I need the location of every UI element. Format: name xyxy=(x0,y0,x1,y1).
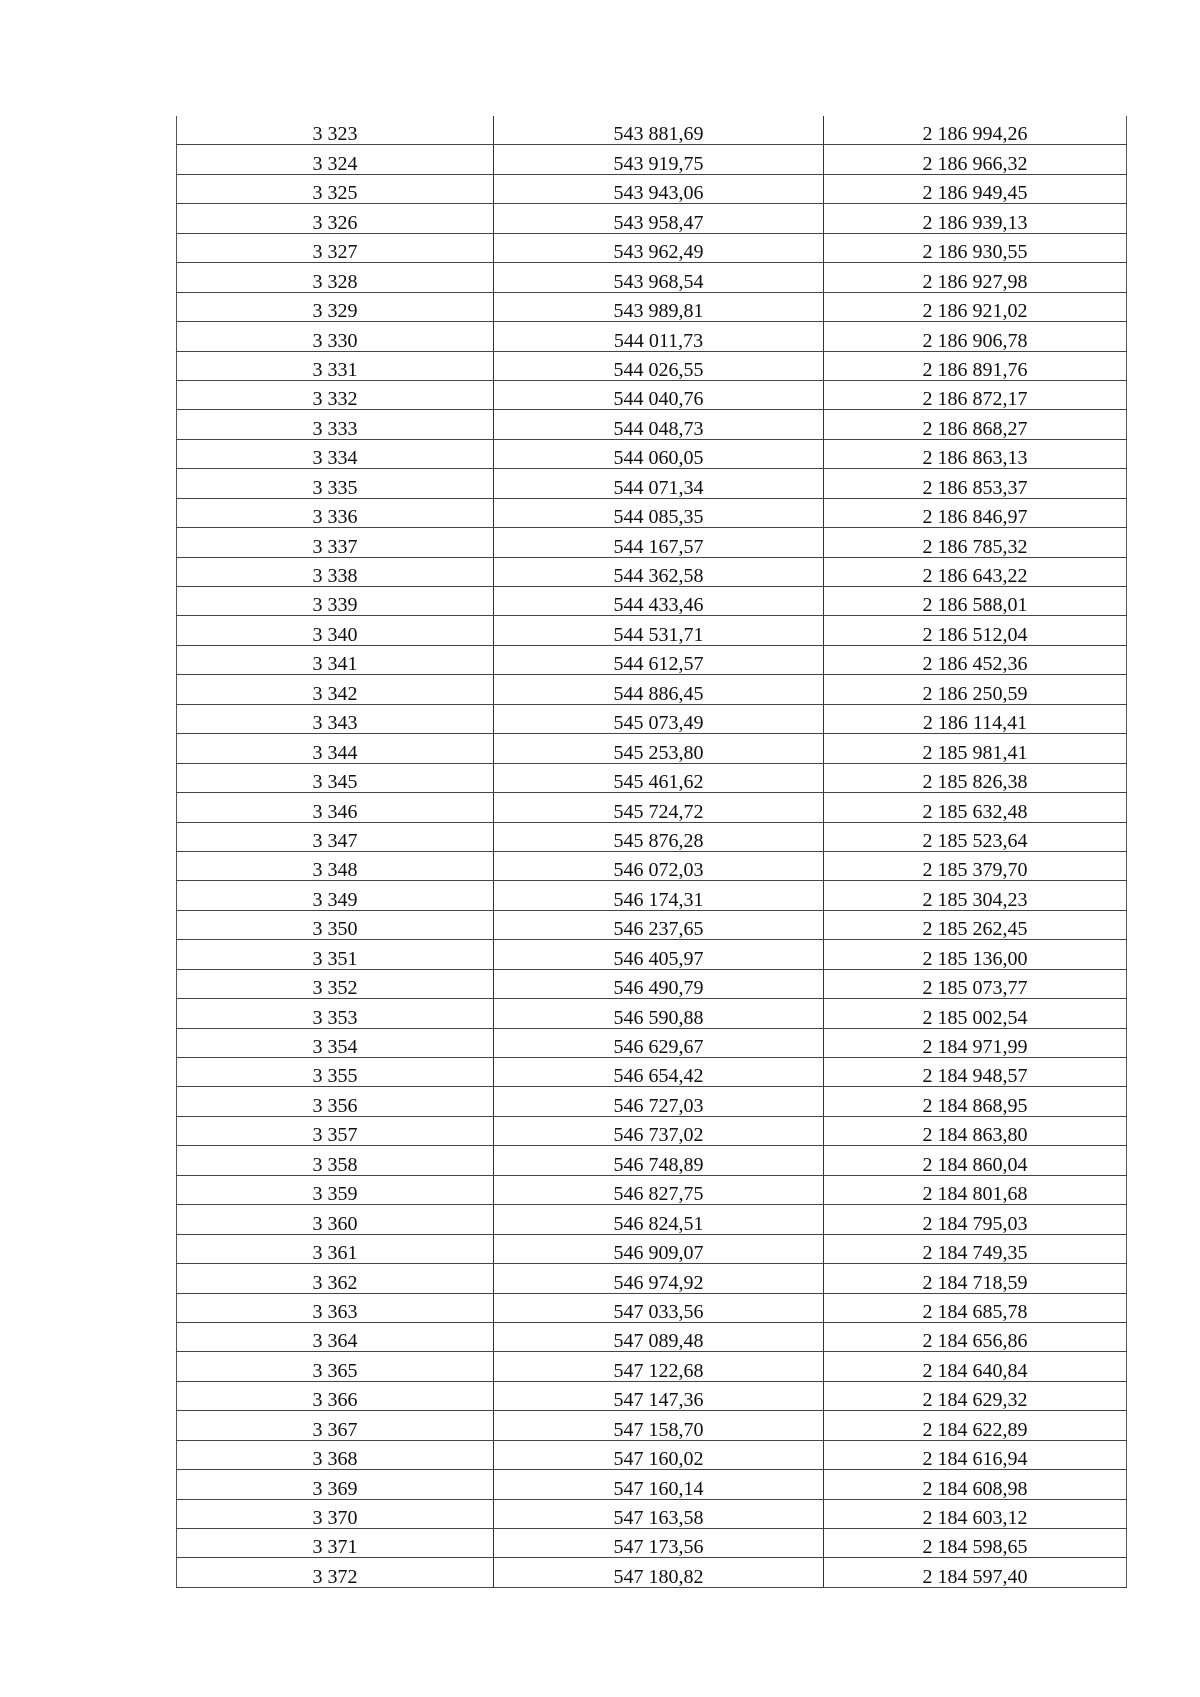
x-coordinate-cell: 543 962,49 xyxy=(494,233,824,262)
x-coordinate-cell: 544 060,05 xyxy=(494,439,824,468)
x-coordinate-cell: 546 748,89 xyxy=(494,1146,824,1175)
x-coordinate-cell: 546 824,51 xyxy=(494,1205,824,1234)
y-coordinate-cell: 2 185 523,64 xyxy=(824,822,1127,851)
point-number-cell: 3 338 xyxy=(177,557,494,586)
y-coordinate-cell: 2 184 640,84 xyxy=(824,1352,1127,1381)
table-row xyxy=(177,528,1127,557)
point-number-cell: 3 368 xyxy=(177,1440,494,1469)
table-row xyxy=(177,322,1127,351)
table-row xyxy=(177,116,1127,145)
table-row xyxy=(177,1558,1127,1587)
point-number-cell: 3 357 xyxy=(177,1116,494,1145)
x-coordinate-cell: 545 073,49 xyxy=(494,704,824,733)
table-row xyxy=(177,616,1127,645)
point-number-cell: 3 327 xyxy=(177,233,494,262)
y-coordinate-cell: 2 184 603,12 xyxy=(824,1499,1127,1528)
table-row xyxy=(177,1028,1127,1057)
x-coordinate-cell: 546 827,75 xyxy=(494,1175,824,1204)
y-coordinate-cell: 2 185 002,54 xyxy=(824,999,1127,1028)
x-coordinate-cell: 547 160,14 xyxy=(494,1470,824,1499)
y-coordinate-cell: 2 186 114,41 xyxy=(824,704,1127,733)
table-row xyxy=(177,881,1127,910)
y-coordinate-cell: 2 186 891,76 xyxy=(824,351,1127,380)
y-coordinate-cell: 2 185 073,77 xyxy=(824,969,1127,998)
x-coordinate-cell: 546 490,79 xyxy=(494,969,824,998)
point-number-cell: 3 361 xyxy=(177,1234,494,1263)
point-number-cell: 3 348 xyxy=(177,851,494,880)
table-row xyxy=(177,675,1127,704)
point-number-cell: 3 372 xyxy=(177,1558,494,1587)
y-coordinate-cell: 2 186 921,02 xyxy=(824,292,1127,321)
x-coordinate-cell: 544 011,73 xyxy=(494,322,824,351)
y-coordinate-cell: 2 186 846,97 xyxy=(824,498,1127,527)
table-row xyxy=(177,763,1127,792)
y-coordinate-cell: 2 185 136,00 xyxy=(824,940,1127,969)
x-coordinate-cell: 543 968,54 xyxy=(494,263,824,292)
table-row xyxy=(177,851,1127,880)
table-row xyxy=(177,557,1127,586)
y-coordinate-cell: 2 186 250,59 xyxy=(824,675,1127,704)
point-number-cell: 3 362 xyxy=(177,1264,494,1293)
x-coordinate-cell: 546 590,88 xyxy=(494,999,824,1028)
table-row xyxy=(177,793,1127,822)
x-coordinate-cell: 546 909,07 xyxy=(494,1234,824,1263)
x-coordinate-cell: 544 071,34 xyxy=(494,469,824,498)
table-row xyxy=(177,380,1127,409)
y-coordinate-cell: 2 184 948,57 xyxy=(824,1058,1127,1087)
y-coordinate-cell: 2 184 597,40 xyxy=(824,1558,1127,1587)
table-row xyxy=(177,910,1127,939)
point-number-cell: 3 329 xyxy=(177,292,494,321)
point-number-cell: 3 335 xyxy=(177,469,494,498)
table-row xyxy=(177,351,1127,380)
point-number-cell: 3 326 xyxy=(177,204,494,233)
x-coordinate-cell: 544 433,46 xyxy=(494,587,824,616)
table-row xyxy=(177,1175,1127,1204)
y-coordinate-cell: 2 184 598,65 xyxy=(824,1529,1127,1558)
y-coordinate-cell: 2 184 718,59 xyxy=(824,1264,1127,1293)
y-coordinate-cell: 2 184 685,78 xyxy=(824,1293,1127,1322)
point-number-cell: 3 352 xyxy=(177,969,494,998)
table-row xyxy=(177,734,1127,763)
x-coordinate-cell: 546 629,67 xyxy=(494,1028,824,1057)
point-number-cell: 3 366 xyxy=(177,1381,494,1410)
x-coordinate-cell: 544 167,57 xyxy=(494,528,824,557)
y-coordinate-cell: 2 185 981,41 xyxy=(824,734,1127,763)
point-number-cell: 3 371 xyxy=(177,1529,494,1558)
point-number-cell: 3 359 xyxy=(177,1175,494,1204)
table-row xyxy=(177,439,1127,468)
point-number-cell: 3 363 xyxy=(177,1293,494,1322)
table-row xyxy=(177,1116,1127,1145)
y-coordinate-cell: 2 185 379,70 xyxy=(824,851,1127,880)
point-number-cell: 3 332 xyxy=(177,380,494,409)
table-row xyxy=(177,204,1127,233)
point-number-cell: 3 369 xyxy=(177,1470,494,1499)
table-row xyxy=(177,410,1127,439)
x-coordinate-cell: 547 163,58 xyxy=(494,1499,824,1528)
table-row xyxy=(177,999,1127,1028)
point-number-cell: 3 334 xyxy=(177,439,494,468)
x-coordinate-cell: 546 974,92 xyxy=(494,1264,824,1293)
y-coordinate-cell: 2 184 629,32 xyxy=(824,1381,1127,1410)
point-number-cell: 3 323 xyxy=(177,116,494,145)
point-number-cell: 3 350 xyxy=(177,910,494,939)
y-coordinate-cell: 2 184 860,04 xyxy=(824,1146,1127,1175)
y-coordinate-cell: 2 184 795,03 xyxy=(824,1205,1127,1234)
table-row xyxy=(177,1264,1127,1293)
x-coordinate-cell: 545 461,62 xyxy=(494,763,824,792)
point-number-cell: 3 351 xyxy=(177,940,494,969)
point-number-cell: 3 339 xyxy=(177,587,494,616)
point-number-cell: 3 341 xyxy=(177,645,494,674)
table-row xyxy=(177,292,1127,321)
table-row xyxy=(177,1352,1127,1381)
x-coordinate-cell: 547 122,68 xyxy=(494,1352,824,1381)
y-coordinate-cell: 2 186 452,36 xyxy=(824,645,1127,674)
table-row xyxy=(177,469,1127,498)
y-coordinate-cell: 2 186 939,13 xyxy=(824,204,1127,233)
point-number-cell: 3 324 xyxy=(177,145,494,174)
x-coordinate-cell: 547 158,70 xyxy=(494,1411,824,1440)
y-coordinate-cell: 2 185 304,23 xyxy=(824,881,1127,910)
table-row xyxy=(177,1499,1127,1528)
point-number-cell: 3 328 xyxy=(177,263,494,292)
point-number-cell: 3 365 xyxy=(177,1352,494,1381)
point-number-cell: 3 354 xyxy=(177,1028,494,1057)
x-coordinate-cell: 544 040,76 xyxy=(494,380,824,409)
x-coordinate-cell: 546 174,31 xyxy=(494,881,824,910)
x-coordinate-cell: 547 147,36 xyxy=(494,1381,824,1410)
point-number-cell: 3 360 xyxy=(177,1205,494,1234)
y-coordinate-cell: 2 185 632,48 xyxy=(824,793,1127,822)
table-row xyxy=(177,1087,1127,1116)
table-row xyxy=(177,263,1127,292)
table-row xyxy=(177,1205,1127,1234)
point-number-cell: 3 343 xyxy=(177,704,494,733)
point-number-cell: 3 344 xyxy=(177,734,494,763)
point-number-cell: 3 331 xyxy=(177,351,494,380)
x-coordinate-cell: 545 876,28 xyxy=(494,822,824,851)
x-coordinate-cell: 544 026,55 xyxy=(494,351,824,380)
table-row xyxy=(177,645,1127,674)
table-row xyxy=(177,1322,1127,1351)
table-row xyxy=(177,1529,1127,1558)
x-coordinate-cell: 546 737,02 xyxy=(494,1116,824,1145)
y-coordinate-cell: 2 184 656,86 xyxy=(824,1322,1127,1351)
y-coordinate-cell: 2 184 749,35 xyxy=(824,1234,1127,1263)
x-coordinate-cell: 545 253,80 xyxy=(494,734,824,763)
x-coordinate-cell: 544 048,73 xyxy=(494,410,824,439)
point-number-cell: 3 336 xyxy=(177,498,494,527)
y-coordinate-cell: 2 186 994,26 xyxy=(824,116,1127,145)
y-coordinate-cell: 2 185 262,45 xyxy=(824,910,1127,939)
x-coordinate-cell: 543 881,69 xyxy=(494,116,824,145)
point-number-cell: 3 364 xyxy=(177,1322,494,1351)
y-coordinate-cell: 2 186 853,37 xyxy=(824,469,1127,498)
x-coordinate-cell: 543 919,75 xyxy=(494,145,824,174)
x-coordinate-cell: 546 405,97 xyxy=(494,940,824,969)
point-number-cell: 3 347 xyxy=(177,822,494,851)
x-coordinate-cell: 546 727,03 xyxy=(494,1087,824,1116)
y-coordinate-cell: 2 186 868,27 xyxy=(824,410,1127,439)
table-row xyxy=(177,145,1127,174)
y-coordinate-cell: 2 186 785,32 xyxy=(824,528,1127,557)
x-coordinate-cell: 546 654,42 xyxy=(494,1058,824,1087)
point-number-cell: 3 346 xyxy=(177,793,494,822)
point-number-cell: 3 337 xyxy=(177,528,494,557)
y-coordinate-cell: 2 186 966,32 xyxy=(824,145,1127,174)
coordinates-table xyxy=(176,116,1127,1588)
y-coordinate-cell: 2 184 863,80 xyxy=(824,1116,1127,1145)
y-coordinate-cell: 2 185 826,38 xyxy=(824,763,1127,792)
table-row xyxy=(177,1381,1127,1410)
coordinates-table-body xyxy=(177,116,1127,1587)
y-coordinate-cell: 2 184 868,95 xyxy=(824,1087,1127,1116)
table-row xyxy=(177,1470,1127,1499)
x-coordinate-cell: 547 180,82 xyxy=(494,1558,824,1587)
y-coordinate-cell: 2 186 872,17 xyxy=(824,380,1127,409)
x-coordinate-cell: 547 089,48 xyxy=(494,1322,824,1351)
point-number-cell: 3 330 xyxy=(177,322,494,351)
table-row xyxy=(177,1293,1127,1322)
table-row xyxy=(177,704,1127,733)
x-coordinate-cell: 547 173,56 xyxy=(494,1529,824,1558)
table-row xyxy=(177,969,1127,998)
table-row xyxy=(177,1058,1127,1087)
point-number-cell: 3 356 xyxy=(177,1087,494,1116)
x-coordinate-cell: 547 033,56 xyxy=(494,1293,824,1322)
y-coordinate-cell: 2 186 930,55 xyxy=(824,233,1127,262)
point-number-cell: 3 370 xyxy=(177,1499,494,1528)
x-coordinate-cell: 544 612,57 xyxy=(494,645,824,674)
x-coordinate-cell: 543 989,81 xyxy=(494,292,824,321)
y-coordinate-cell: 2 184 971,99 xyxy=(824,1028,1127,1057)
y-coordinate-cell: 2 186 643,22 xyxy=(824,557,1127,586)
table-row xyxy=(177,1234,1127,1263)
table-row xyxy=(177,822,1127,851)
x-coordinate-cell: 543 943,06 xyxy=(494,174,824,203)
point-number-cell: 3 345 xyxy=(177,763,494,792)
point-number-cell: 3 333 xyxy=(177,410,494,439)
y-coordinate-cell: 2 186 588,01 xyxy=(824,587,1127,616)
point-number-cell: 3 349 xyxy=(177,881,494,910)
table-row xyxy=(177,1411,1127,1440)
y-coordinate-cell: 2 184 622,89 xyxy=(824,1411,1127,1440)
table-row xyxy=(177,587,1127,616)
point-number-cell: 3 325 xyxy=(177,174,494,203)
point-number-cell: 3 340 xyxy=(177,616,494,645)
point-number-cell: 3 342 xyxy=(177,675,494,704)
point-number-cell: 3 367 xyxy=(177,1411,494,1440)
table-row xyxy=(177,940,1127,969)
x-coordinate-cell: 547 160,02 xyxy=(494,1440,824,1469)
point-number-cell: 3 353 xyxy=(177,999,494,1028)
y-coordinate-cell: 2 186 949,45 xyxy=(824,174,1127,203)
table-row xyxy=(177,498,1127,527)
y-coordinate-cell: 2 184 616,94 xyxy=(824,1440,1127,1469)
y-coordinate-cell: 2 186 512,04 xyxy=(824,616,1127,645)
point-number-cell: 3 355 xyxy=(177,1058,494,1087)
table-row xyxy=(177,1440,1127,1469)
x-coordinate-cell: 544 085,35 xyxy=(494,498,824,527)
x-coordinate-cell: 545 724,72 xyxy=(494,793,824,822)
x-coordinate-cell: 546 072,03 xyxy=(494,851,824,880)
table-row xyxy=(177,233,1127,262)
y-coordinate-cell: 2 184 608,98 xyxy=(824,1470,1127,1499)
x-coordinate-cell: 544 362,58 xyxy=(494,557,824,586)
table-row xyxy=(177,1146,1127,1175)
y-coordinate-cell: 2 186 863,13 xyxy=(824,439,1127,468)
point-number-cell: 3 358 xyxy=(177,1146,494,1175)
x-coordinate-cell: 543 958,47 xyxy=(494,204,824,233)
y-coordinate-cell: 2 186 906,78 xyxy=(824,322,1127,351)
x-coordinate-cell: 546 237,65 xyxy=(494,910,824,939)
table-row xyxy=(177,174,1127,203)
x-coordinate-cell: 544 886,45 xyxy=(494,675,824,704)
y-coordinate-cell: 2 186 927,98 xyxy=(824,263,1127,292)
y-coordinate-cell: 2 184 801,68 xyxy=(824,1175,1127,1204)
x-coordinate-cell: 544 531,71 xyxy=(494,616,824,645)
